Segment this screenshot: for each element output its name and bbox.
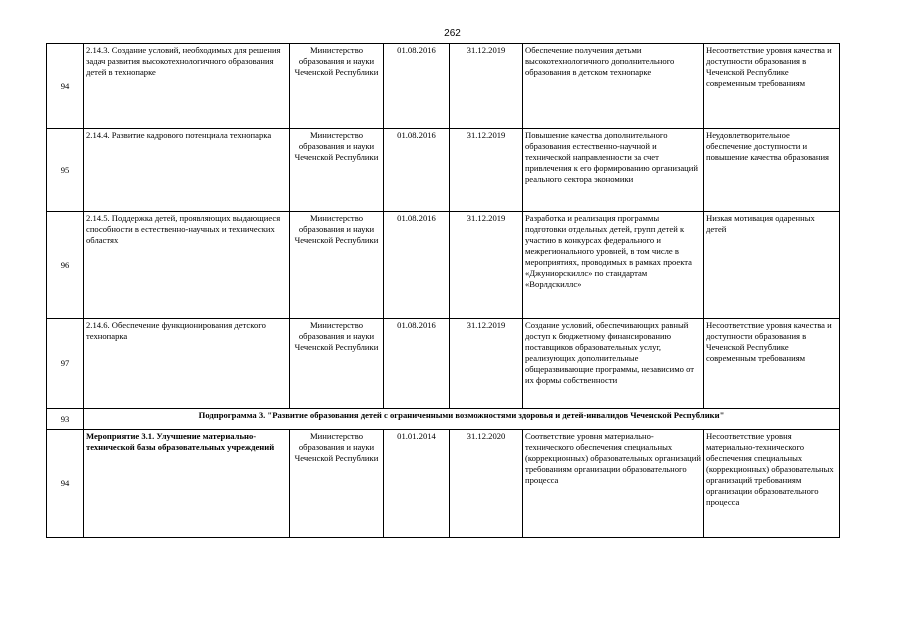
end-date: 31.12.2019 xyxy=(450,129,523,212)
activity-name: Мероприятие 3.1. Улучшение материально-технической базы образовательных учреждений xyxy=(84,430,290,538)
table-row xyxy=(47,319,840,409)
table-row xyxy=(47,44,840,129)
start-date: 01.01.2014 xyxy=(384,430,450,538)
activity-name: 2.14.3. Создание условий, необходимых для решения задач развития высокотехнологичного образования детей в технопарке xyxy=(84,44,290,129)
consequence: Несоответствие уровня качества и доступности образования в Чеченской Республике современным требованиям xyxy=(704,319,840,409)
end-date: 31.12.2020 xyxy=(450,430,523,538)
executor: Министерство образования и науки Чеченской Республики xyxy=(290,319,384,409)
end-date: 31.12.2019 xyxy=(450,319,523,409)
activity-name: 2.14.6. Обеспечение функционирования детского технопарка xyxy=(84,319,290,409)
row-number: 94 xyxy=(47,44,84,129)
expected-result: Повышение качества дополнительного образования естественно-научной и технической направленности за счет привлечения к его формированию организаций реального сектора экономики xyxy=(523,129,704,212)
expected-result: Разработка и реализация программы подготовки отдельных детей, групп детей к участию в конкурсах федерального и межрегионального уровней, в том числе в мероприятиях, проводимых в рамках проекта «Джуниорскиллс» по стандартам «Ворлдскиллс» xyxy=(523,212,704,319)
row-number: 95 xyxy=(47,129,84,212)
start-date: 01.08.2016 xyxy=(384,129,450,212)
subprogram-title: Подпрограмма 3. "Развитие образования детей с ограниченными возможностями здоровья и детей-инвалидов Чеченской Республики" xyxy=(84,409,840,430)
activity-table xyxy=(46,43,840,538)
row-number: 93 xyxy=(47,409,84,430)
activity-name: 2.14.5. Поддержка детей, проявляющих выдающиеся способности в естественно-научных и технических областях xyxy=(84,212,290,319)
consequence: Низкая мотивация одаренных детей xyxy=(704,212,840,319)
end-date: 31.12.2019 xyxy=(450,44,523,129)
subprogram-row xyxy=(47,409,840,430)
expected-result: Соответствие уровня материально-технического обеспечения специальных (коррекционных) образовательных организаций требованиям организации образовательного процесса xyxy=(523,430,704,538)
activity-name: 2.14.4. Развитие кадрового потенциала технопарка xyxy=(84,129,290,212)
start-date: 01.08.2016 xyxy=(384,44,450,129)
page-number: 262 xyxy=(444,28,461,39)
start-date: 01.08.2016 xyxy=(384,212,450,319)
executor: Министерство образования и науки Чеченской Республики xyxy=(290,212,384,319)
consequence: Несоответствие уровня качества и доступности образования в Чеченской Республике современным требованиям xyxy=(704,44,840,129)
table-row xyxy=(47,129,840,212)
row-number: 96 xyxy=(47,212,84,319)
expected-result: Обеспечение получения детьми высокотехнологичного дополнительного образования в детском технопарке xyxy=(523,44,704,129)
executor: Министерство образования и науки Чеченской Республики xyxy=(290,129,384,212)
executor: Министерство образования и науки Чеченской Республики xyxy=(290,44,384,129)
row-number: 94 xyxy=(47,430,84,538)
consequence: Неудовлетворительное обеспечение доступности и повышение качества образования xyxy=(704,129,840,212)
row-number: 97 xyxy=(47,319,84,409)
start-date: 01.08.2016 xyxy=(384,319,450,409)
table-row xyxy=(47,430,840,538)
consequence: Несоответствие уровня материально-технического обеспечения специальных (коррекционных) образовательных организаций требованиям организации образовательного процесса xyxy=(704,430,840,538)
expected-result: Создание условий, обеспечивающих равный доступ к бюджетному финансированию поставщиков образовательных услуг, реализующих дополнительные общеразвивающие программы, независимо от их формы собственности xyxy=(523,319,704,409)
executor: Министерство образования и науки Чеченской Республики xyxy=(290,430,384,538)
table-row xyxy=(47,212,840,319)
end-date: 31.12.2019 xyxy=(450,212,523,319)
